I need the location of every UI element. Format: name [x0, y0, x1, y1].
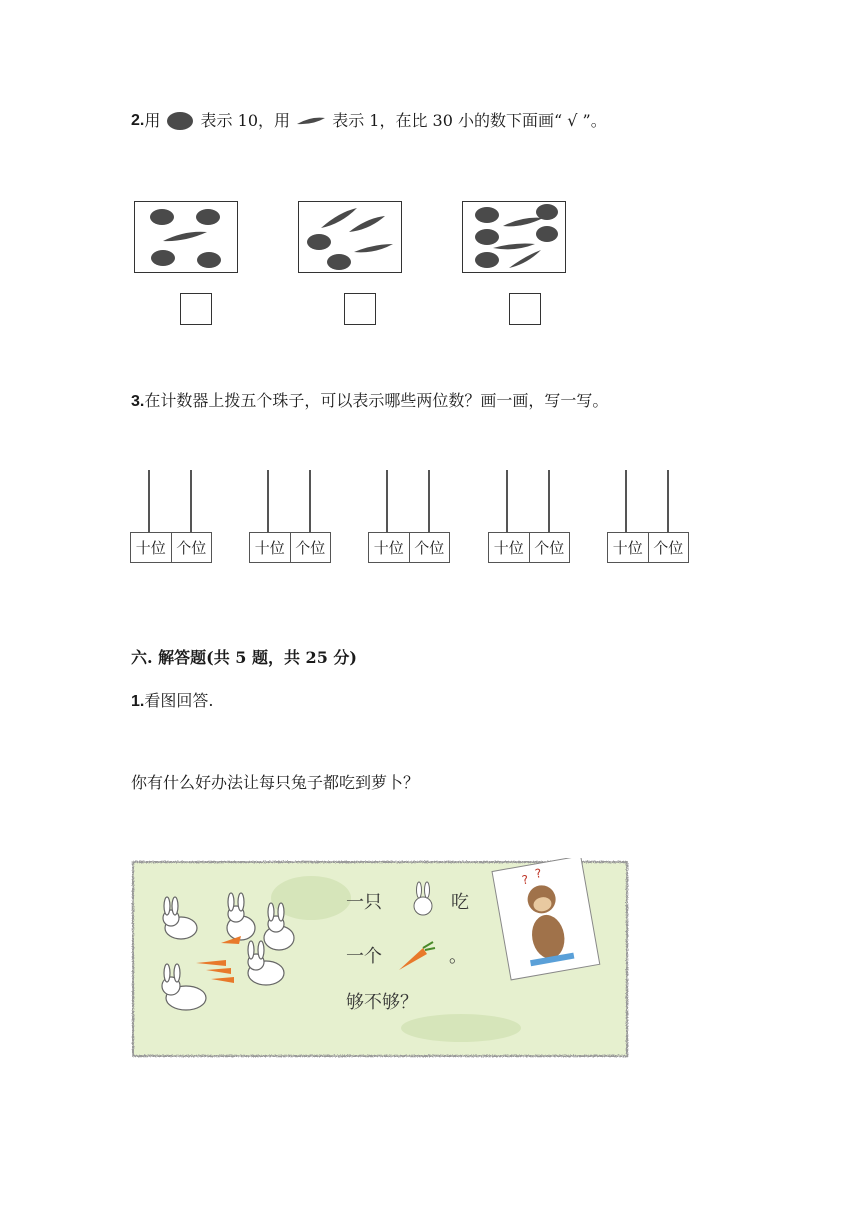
- potato-icon: [165, 110, 195, 132]
- question-prompt: 你有什么好办法让每只兔子都吃到萝卜？: [131, 773, 420, 792]
- abacus-base: [249, 532, 331, 563]
- counting-picture-2: [298, 201, 402, 273]
- section-heading: 六. 解答题(共 5 题，共 25 分): [131, 648, 357, 667]
- question-3: [131, 390, 608, 413]
- svg-text:?: ?: [533, 866, 543, 881]
- picture-text-2b: 。: [449, 946, 467, 967]
- answer-box-1[interactable]: [180, 293, 212, 325]
- abacus-base: [368, 532, 450, 563]
- rabbits-carrots-illustration: [131, 858, 629, 1058]
- tens-label: 十位: [612, 539, 643, 557]
- abacus-base: [130, 532, 212, 563]
- question-text: 用: [144, 110, 161, 130]
- ones-rod[interactable]: [309, 470, 311, 532]
- abacus-base: [488, 532, 570, 563]
- picture-text-1b: 吃: [451, 892, 469, 913]
- ones-rod[interactable]: [548, 470, 550, 532]
- question-text: 看图回答.: [144, 691, 214, 710]
- ones-label: 个位: [648, 533, 689, 562]
- tens-label: 十位: [135, 539, 166, 557]
- question-text: 表示 10，用: [200, 110, 290, 130]
- counting-picture-1: [134, 201, 238, 273]
- picture-text-3: 够不够？: [346, 992, 418, 1013]
- tens-rod[interactable]: [506, 470, 508, 532]
- question-number: 3.: [131, 393, 145, 410]
- tens-label: 十位: [493, 539, 524, 557]
- question-number: 1.: [131, 693, 145, 710]
- counting-picture-3: [462, 201, 566, 273]
- tens-rod[interactable]: [148, 470, 150, 532]
- abacus-1[interactable]: [130, 470, 212, 564]
- tens-label: 十位: [254, 539, 285, 557]
- abacus-base: [607, 532, 689, 563]
- section6-question-1: [131, 690, 213, 713]
- question-2: [131, 109, 607, 132]
- ones-rod[interactable]: [190, 470, 192, 532]
- ones-rod[interactable]: [667, 470, 669, 532]
- carrot-stick-icon: [295, 110, 327, 132]
- picture-text-2: 一个: [346, 946, 382, 967]
- answer-box-2[interactable]: [344, 293, 376, 325]
- picture-text-1: 一只: [346, 892, 382, 913]
- tens-rod[interactable]: [625, 470, 627, 532]
- abacus-3[interactable]: [368, 470, 450, 564]
- abacus-5[interactable]: [607, 470, 689, 564]
- answer-box-3[interactable]: [509, 293, 541, 325]
- tens-rod[interactable]: [267, 470, 269, 532]
- abacus-2[interactable]: [249, 470, 331, 564]
- ones-label: 个位: [290, 533, 331, 562]
- abacus-4[interactable]: [488, 470, 570, 564]
- ones-label: 个位: [171, 533, 212, 562]
- ones-label: 个位: [409, 533, 450, 562]
- question-text: 在计数器上拨五个珠子，可以表示哪些两位数？画一画，写一写。: [144, 391, 609, 410]
- tens-label: 十位: [373, 539, 404, 557]
- svg-text:?: ?: [520, 872, 530, 888]
- question-number: 2.: [131, 111, 145, 129]
- question-text: 表示 1，在比 30 小的数下面画“ √ ”。: [332, 110, 607, 130]
- tens-rod[interactable]: [386, 470, 388, 532]
- ones-rod[interactable]: [428, 470, 430, 532]
- ones-label: 个位: [529, 533, 570, 562]
